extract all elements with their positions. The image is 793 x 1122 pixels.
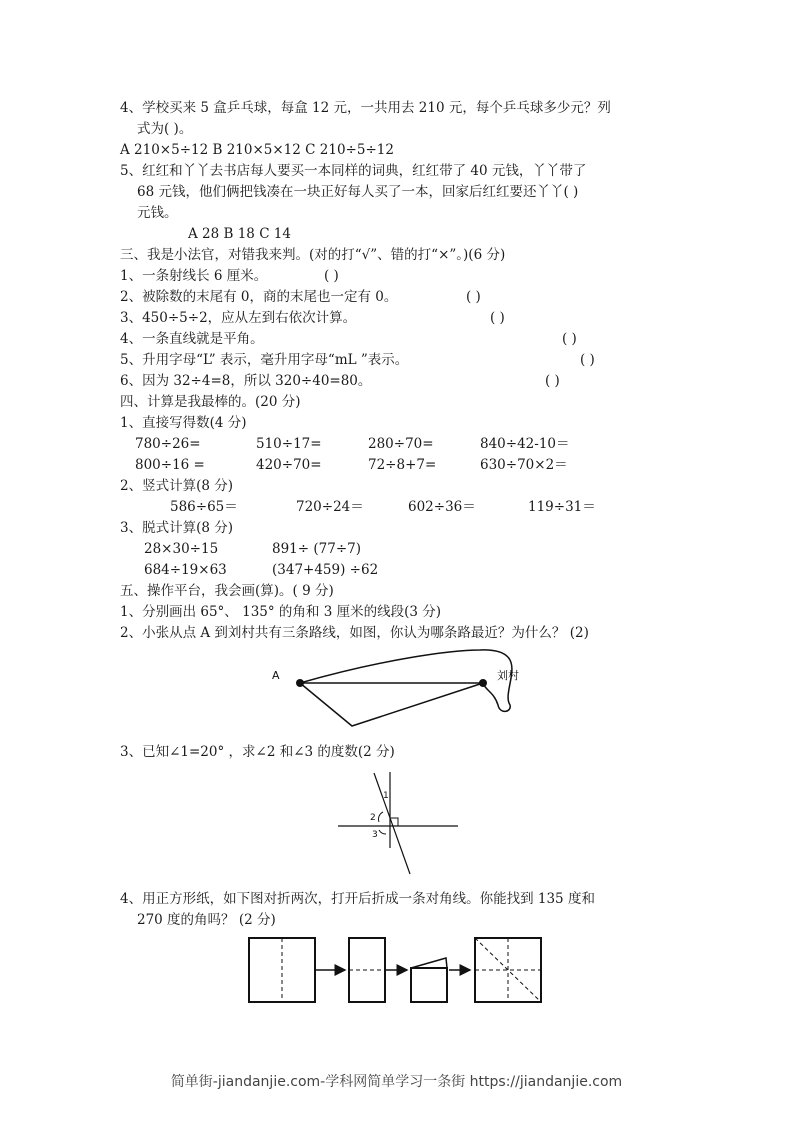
oral-calc-item: 280÷70= bbox=[368, 436, 434, 452]
sub2-title: 2、竖式计算(8 分) bbox=[120, 478, 234, 494]
q4-line2: 式为( )。 bbox=[137, 121, 193, 137]
oral-calc-item: 420÷70= bbox=[256, 457, 322, 473]
sub1-title: 1、直接写得数(4 分) bbox=[120, 415, 247, 431]
judge-blank-6[interactable]: ( ) bbox=[545, 373, 560, 389]
section4-title: 四、计算是我最棒的。(20 分) bbox=[120, 394, 301, 410]
s5-q1: 1、分别画出 65°、 135° 的角和 3 厘米的线段(3 分) bbox=[120, 604, 441, 620]
step-calc-item: (347+459) ÷62 bbox=[272, 562, 379, 578]
vertical-calc-item: 586÷65＝ bbox=[170, 499, 238, 515]
sub3-title: 3、脱式计算(8 分) bbox=[120, 520, 234, 536]
s5-q4-line2: 270 度的角吗？ (2 分) bbox=[137, 912, 276, 928]
angle-label-3: 3 bbox=[372, 830, 378, 840]
step-calc-item: 684÷19×63 bbox=[144, 562, 227, 578]
oral-calc-item: 72÷8+7= bbox=[368, 457, 437, 473]
q4-line1: 4、学校买来 5 盒乒乓球，每盒 12 元，一共用去 210 元，每个乒乓球多少元？列 bbox=[120, 100, 611, 116]
s5-q3: 3、已知∠1=20° ，求∠2 和∠3 的度数(2 分) bbox=[120, 744, 395, 760]
judge-blank-4[interactable]: ( ) bbox=[562, 331, 577, 347]
vertical-calc-item: 602÷36＝ bbox=[408, 499, 476, 515]
label-village: 刘村 bbox=[497, 669, 519, 682]
q5-line2: 68 元钱，他们俩把钱凑在一块正好每人买了一本，回家后红红要还丫丫( ) bbox=[137, 184, 579, 200]
oral-calc-item: 510÷17= bbox=[256, 436, 322, 452]
oral-calc-item: 840÷42-10＝ bbox=[480, 436, 570, 452]
q5-line1: 5、红红和丫丫去书店每人要买一本同样的词典，红红带了 40 元钱，丫丫带了 bbox=[120, 163, 587, 179]
judge-item-5: 5、升用字母“L” 表示，毫升用字母“mL ”表示。 bbox=[120, 352, 409, 368]
page-footer: 简单街-jiandanjie.com-学科网简单学习一条街 https://jiandanjie.com bbox=[170, 1074, 623, 1090]
judge-blank-3[interactable]: ( ) bbox=[490, 310, 505, 326]
oral-calc-item: 780÷26= bbox=[135, 436, 201, 452]
s5-q2: 2、小张从点 A 到刘村共有三条路线，如图，你认为哪条路最近？为什么？ (2) bbox=[120, 625, 589, 641]
section3-title: 三、我是小法官，对错我来判。(对的打“√”、错的打“×”。)(6 分) bbox=[120, 247, 506, 263]
angle-label-1: 1 bbox=[383, 791, 389, 801]
q5-line3: 元钱。 bbox=[137, 205, 178, 221]
vertical-calc-item: 119÷31＝ bbox=[528, 499, 596, 515]
judge-item-3: 3、450÷5÷2，应从左到右依次计算。 bbox=[120, 310, 357, 326]
judge-item-2: 2、被除数的末尾有 0，商的末尾也一定有 0。 bbox=[120, 289, 398, 305]
fold-step-3 bbox=[411, 968, 447, 1002]
judge-blank-2[interactable]: ( ) bbox=[466, 289, 481, 305]
judge-blank-1[interactable]: ( ) bbox=[324, 268, 339, 284]
s5-q4-line1: 4、用正方形纸，如下图对折两次，打开后折成一条对角线。你能找到 135 度和 bbox=[120, 891, 595, 907]
section5-title: 五、操作平台，我会画(算)。( 9 分) bbox=[120, 583, 334, 599]
step-calc-item: 891÷ (77÷7) bbox=[272, 541, 361, 557]
judge-blank-5[interactable]: ( ) bbox=[580, 352, 595, 368]
label-a: A bbox=[272, 669, 280, 682]
oral-calc-item: 630÷70×2＝ bbox=[480, 457, 568, 473]
vertical-calc-item: 720÷24＝ bbox=[296, 499, 364, 515]
step-calc-item: 28×30÷15 bbox=[144, 541, 219, 557]
judge-item-6: 6、因为 32÷4=8，所以 320÷40=80。 bbox=[120, 373, 372, 389]
fold-step-3-flap bbox=[411, 958, 447, 968]
angle-label-2: 2 bbox=[370, 813, 376, 823]
judge-item-4: 4、一条直线就是平角。 bbox=[120, 331, 264, 347]
q5-options: A 28 B 18 C 14 bbox=[188, 226, 291, 242]
q4-options: A 210×5÷12 B 210×5×12 C 210÷5÷12 bbox=[120, 142, 394, 158]
judge-item-1: 1、一条射线长 6 厘米。 bbox=[120, 268, 268, 284]
oral-calc-item: 800÷16 = bbox=[135, 457, 205, 473]
